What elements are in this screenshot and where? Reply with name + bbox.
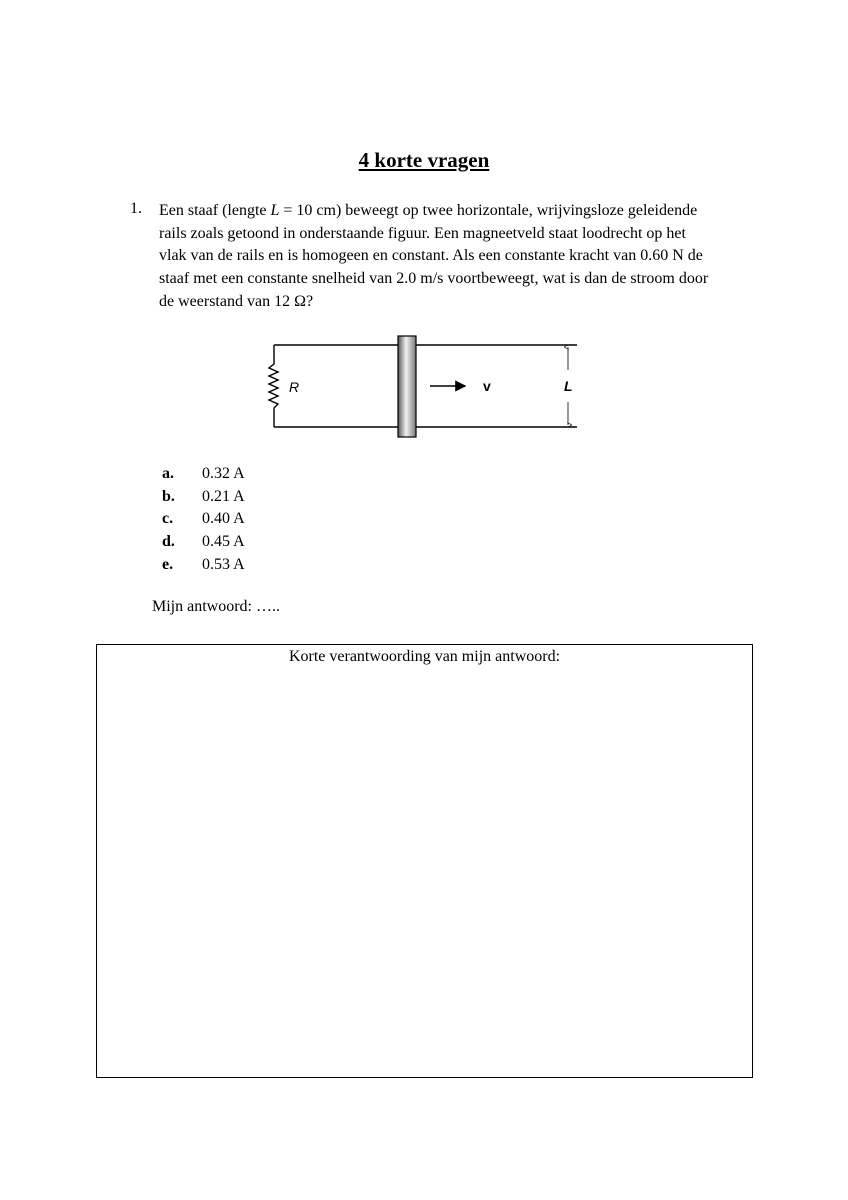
- velocity-label: v: [483, 378, 491, 394]
- page-title: 4 korte vragen: [358, 148, 490, 172]
- question-line-3: vlak van de rails en is homogeen en constant. Als een constante kracht van 0.60 N de: [159, 247, 703, 265]
- option-b: b. 0.21 A: [162, 487, 245, 505]
- circuit-figure: [262, 334, 592, 449]
- rail-circuit-diagram: [262, 334, 592, 444]
- length-variable: L: [270, 202, 280, 219]
- option-e: e. 0.53 A: [162, 555, 245, 573]
- option-c: c. 0.40 A: [162, 510, 245, 528]
- moving-bar: [398, 336, 416, 437]
- question-line-5: de weerstand van 12 Ω?: [159, 292, 314, 310]
- answer-options: [162, 463, 245, 576]
- question-line-2: rails zoals getoond in onderstaande figuur. Een magneetveld staat loodrecht op het: [159, 224, 686, 242]
- question-line-4: staaf met een constante snelheid van 2.0 m/s voortbeweegt, wat is dan de stroom door: [159, 270, 709, 288]
- justification-box[interactable]: [96, 644, 753, 1078]
- question-line-1: Een staaf (lengte L = 10 cm) beweegt op twee horizontale, wrijvingsloze geleidende: [159, 202, 698, 219]
- resistor-label: R: [289, 379, 300, 395]
- length-label: L: [564, 378, 573, 394]
- my-answer-label: Mijn antwoord: …..: [152, 598, 280, 615]
- resistor-wire: [269, 345, 278, 427]
- option-a: a. 0.32 A: [162, 465, 245, 482]
- justification-box-title: Korte verantwoording van mijn antwoord:: [288, 648, 561, 665]
- option-d: d. 0.45 A: [162, 533, 245, 551]
- question-number: 1.: [130, 200, 142, 217]
- question-text: [159, 200, 759, 314]
